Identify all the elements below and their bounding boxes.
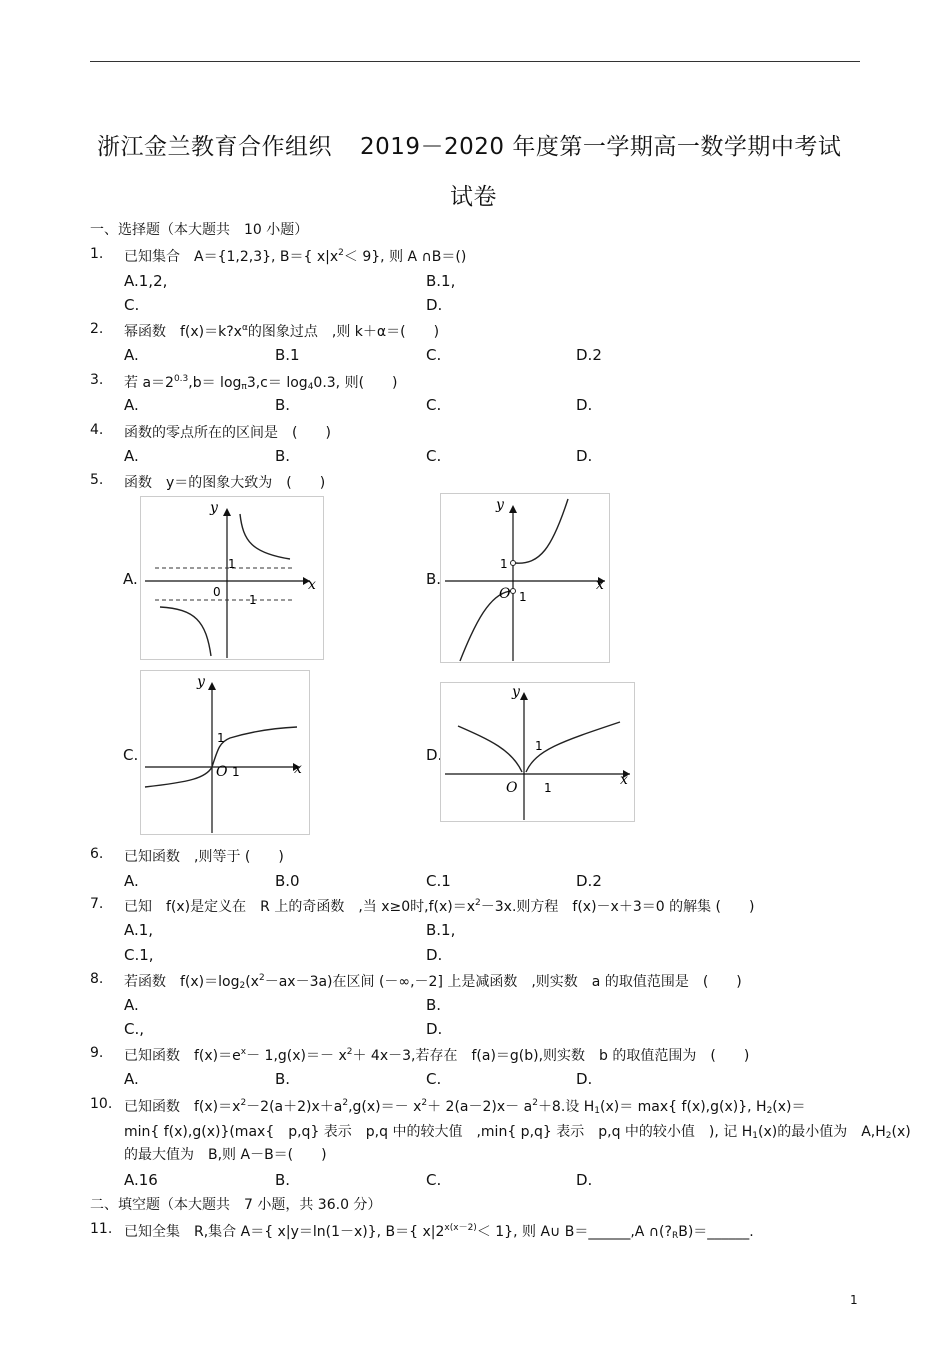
label-one-x: 1: [544, 781, 552, 795]
q4-option-d: D.: [576, 447, 593, 465]
q9-option-b: B.: [275, 1070, 291, 1088]
label-one-x: 1: [519, 590, 527, 604]
label-one: 1: [535, 739, 543, 753]
y-arrow-icon: [509, 505, 517, 513]
q2-option-b: B.1: [275, 346, 300, 364]
label-zero: 0: [213, 585, 221, 599]
curve-right-branch: [240, 514, 290, 559]
question-2-text: 幂函数 $f(x)=k?x^\alpha$的图象过点 ,则 k＋α＝( ): [124, 323, 440, 340]
title-org: 浙江金兰教育合作组织: [97, 134, 332, 160]
question-11-text: 已知全集 R,集合 A＝{ x|y＝ln(1－x)}, B＝{ $x|2^{x(x-2)}< 1$}, 则 A∪ B＝______,A $\cap(?_RB)=\_\_\_\_\_\_$.: [124, 1223, 754, 1241]
label-one: 1: [217, 731, 225, 745]
question-9-text: 已知函数 $f(x)=e^x- 1,g(x)=- x^2+ 4x-3$,若存在 f(a)＝g(b),则实数 b 的取值范围为 ( ): [124, 1047, 750, 1064]
q5-option-a: A.: [123, 570, 138, 588]
question-number: 9.: [90, 1045, 104, 1061]
q1-option-c: C.: [124, 296, 140, 314]
q7-option-a: A.1,: [124, 921, 154, 939]
q5-option-c: C.: [123, 746, 139, 764]
q9-option-c: C.: [426, 1070, 442, 1088]
q8-option-d: D.: [426, 1020, 443, 1038]
q7-option-d: D.: [426, 946, 443, 964]
y-label: y: [197, 674, 205, 690]
q5-option-b: B.: [426, 570, 442, 588]
q2-option-a: A.: [124, 346, 139, 364]
q4-option-c: C.: [426, 447, 442, 465]
question-number: 5.: [90, 472, 104, 488]
graph-a-frame: [141, 497, 324, 660]
question-number: 2.: [90, 321, 104, 337]
graph-b: [440, 493, 610, 663]
q8-option-a: A.: [124, 996, 139, 1014]
graph-c: [140, 670, 310, 835]
y-arrow-icon: [208, 682, 216, 690]
label-origin: O: [216, 764, 228, 780]
q4-option-b: B.: [275, 447, 291, 465]
question-6-text: 已知函数 ,则等于 ( ): [124, 849, 284, 865]
q6-option-d: D.2: [576, 872, 602, 890]
graph-d: [440, 682, 635, 822]
label-one: 1: [228, 557, 236, 571]
y-arrow-icon: [520, 692, 528, 700]
q10-option-c: C.: [426, 1171, 442, 1189]
question-1-text: 已知集合 A＝{1,2,3}, B＝{ $x|x^2< 9$}, 则 A ∩B＝(): [124, 248, 467, 265]
q1-option-d: D.: [426, 296, 443, 314]
q8-option-c: C.,: [124, 1020, 145, 1038]
question-number: 7.: [90, 896, 104, 912]
label-origin: O: [506, 780, 518, 796]
q3-option-c: C.: [426, 396, 442, 414]
question-3-text: 若 $a=2^{0.3},b= \log_\pi 3,c= \log_40.3$, 则( ): [124, 374, 398, 392]
label-origin: O: [499, 586, 511, 602]
open-point-lower: [511, 589, 516, 594]
q8-option-b: B.: [426, 996, 442, 1014]
question-5-text: 函数 y＝的图象大致为 ( ): [124, 475, 326, 491]
graph-b-frame: [441, 494, 610, 663]
question-number: 1.: [90, 246, 104, 262]
q1-option-b: B.1,: [426, 272, 456, 290]
q5-option-d: D.: [426, 746, 443, 764]
label-one-x: 1: [232, 765, 240, 779]
title-line2: 试卷: [450, 184, 497, 210]
x-label: x: [308, 577, 316, 593]
q9-option-a: A.: [124, 1070, 139, 1088]
question-10-line3: 的最大值为 B,则 A－B＝( ): [124, 1147, 327, 1163]
question-number: 6.: [90, 846, 104, 862]
y-label: y: [512, 684, 520, 700]
label-one: 1: [500, 557, 508, 571]
question-8-text: 若函数 $f(x)=\log_2(x^2-ax-3a)$在区间 (－∞,－2] 上是减函数 ,则实数 a 的取值范围是 ( ): [124, 973, 742, 991]
question-4-text: 函数的零点所在的区间是 ( ): [124, 425, 331, 441]
q10-option-a: A.16: [124, 1171, 158, 1189]
curve-upper-branch: [515, 499, 568, 563]
q6-option-c: C.1: [426, 872, 451, 890]
question-number: 3.: [90, 372, 104, 388]
title-exam: 2019－2020 年度第一学期高一数学期中考试: [360, 134, 842, 160]
q2-option-d: D.2: [576, 346, 602, 364]
graph-c-frame: [141, 671, 310, 835]
q6-option-a: A.: [124, 872, 139, 890]
q3-option-d: D.: [576, 396, 593, 414]
question-7-text: 已知 f(x)是定义在 R 上的奇函数 ,当 x≥0时$,f(x)=x^2-3x$.则方程 f(x)－x＋3＝0 的解集 ( ): [124, 898, 755, 915]
q6-option-b: B.0: [275, 872, 300, 890]
question-10-line2: min{ f(x),g(x)}(max{ p,q} 表示 p,q 中的较大值 ,min{ p,q} 表示 p,q 中的较小值 ), 记 $H_1(x)$的最小值为 $A,H_2(x)$: [124, 1124, 911, 1141]
curve-left: [458, 726, 522, 772]
x-label: x: [294, 761, 302, 777]
section-heading-fill: 二、填空题（本大题共 7 小题，共 36.0 分）: [90, 1197, 382, 1213]
q7-option-c: C.1,: [124, 946, 154, 964]
question-number: 8.: [90, 971, 104, 987]
graph-a: [140, 496, 325, 661]
question-number: 4.: [90, 422, 104, 438]
x-label: x: [596, 577, 604, 593]
y-label: y: [496, 497, 504, 513]
x-label: x: [620, 772, 628, 788]
question-10-line1: 已知函数 $f(x)=x^2-2(a+2)x+a^2,g(x)=- x^2+ 2(a-2)x- a^2+8$.设 $H_1(x)= \max${ f(x),g(x)}, $H_2(x)=$: [124, 1098, 806, 1116]
q4-option-a: A.: [124, 447, 139, 465]
q3-option-a: A.: [124, 396, 139, 414]
section-heading-choice: 一、选择题（本大题共 10 小题）: [90, 222, 309, 238]
q2-option-c: C.: [426, 346, 442, 364]
question-number: 10.: [90, 1096, 113, 1112]
q9-option-d: D.: [576, 1070, 593, 1088]
question-number: 11.: [90, 1221, 113, 1237]
open-point-upper: [511, 561, 516, 566]
y-label: y: [210, 500, 218, 516]
y-arrow-icon: [223, 508, 231, 516]
curve-left-branch: [160, 607, 211, 656]
page-number: 1: [850, 1293, 858, 1307]
q10-option-d: D.: [576, 1171, 593, 1189]
header-rule: [90, 61, 860, 62]
label-neg-one: 1: [249, 593, 257, 607]
q1-option-a: A.1,2,: [124, 272, 168, 290]
q3-option-b: B.: [275, 396, 291, 414]
q10-option-b: B.: [275, 1171, 291, 1189]
q7-option-b: B.1,: [426, 921, 456, 939]
